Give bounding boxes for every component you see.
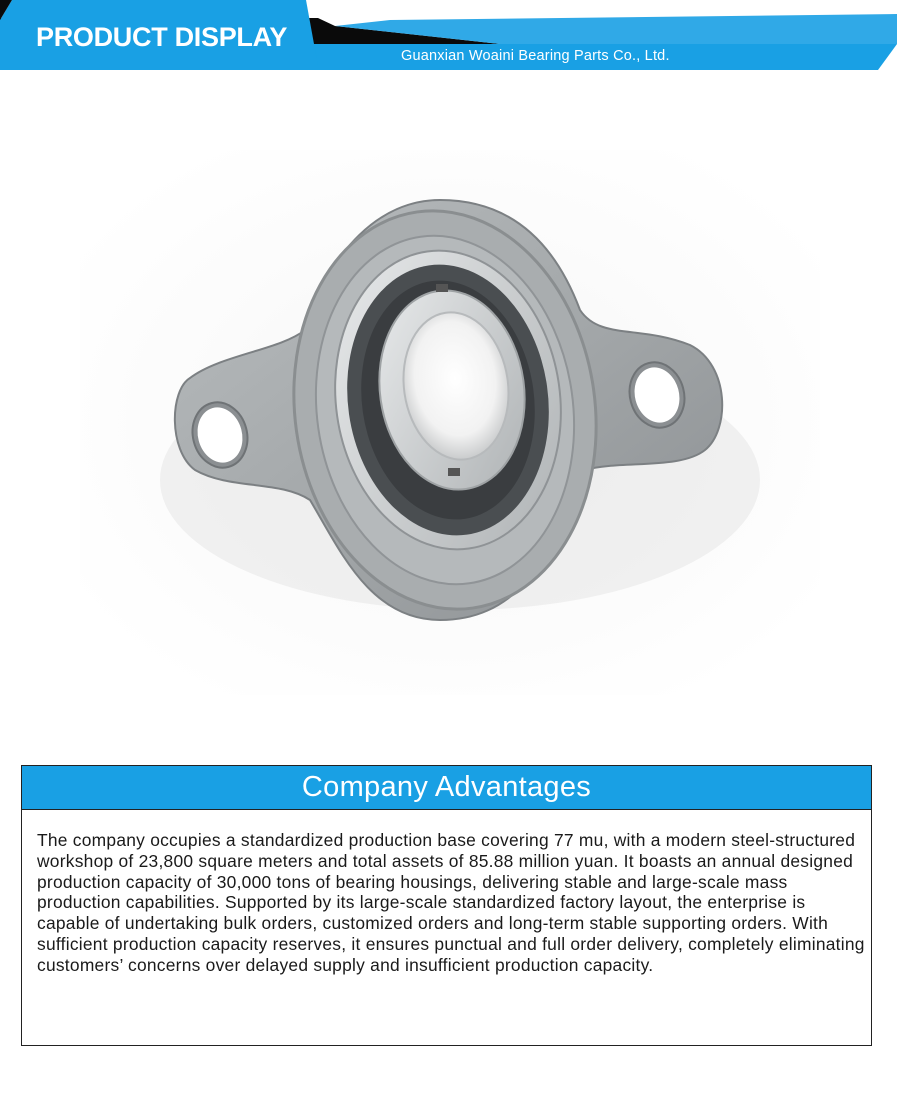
advantages-title: Company Advantages <box>301 771 592 803</box>
header-banner <box>0 0 897 72</box>
page-title: PRODUCT DISPLAY <box>36 22 288 52</box>
flange-bearing-unit-icon <box>80 150 820 695</box>
company-name: Guanxian Woaini Bearing Parts Co., Ltd. <box>401 48 670 64</box>
advantages-panel <box>21 765 872 1046</box>
advantages-body: The company occupies a standardized production base covering 77 mu, with a modern steel-structured workshop of 23,800 square meters and total assets of 85.88 million yuan. It boasts an annual designed production capacity of 30,000 tons of bearing housings, delivering stable and large-scale mass production capabilities. Supported by its large-scale standardized factory layout, the enterprise is capable of undertaking bulk orders, customized orders and long-term stable supporting orders. With sufficient production capacity reserves, it ensures punctual and full order delivery, completely eliminating customers’ concerns over delayed supply and insufficient production capacity. <box>37 830 865 975</box>
advantages-header <box>22 766 871 810</box>
product-photo <box>80 150 820 695</box>
